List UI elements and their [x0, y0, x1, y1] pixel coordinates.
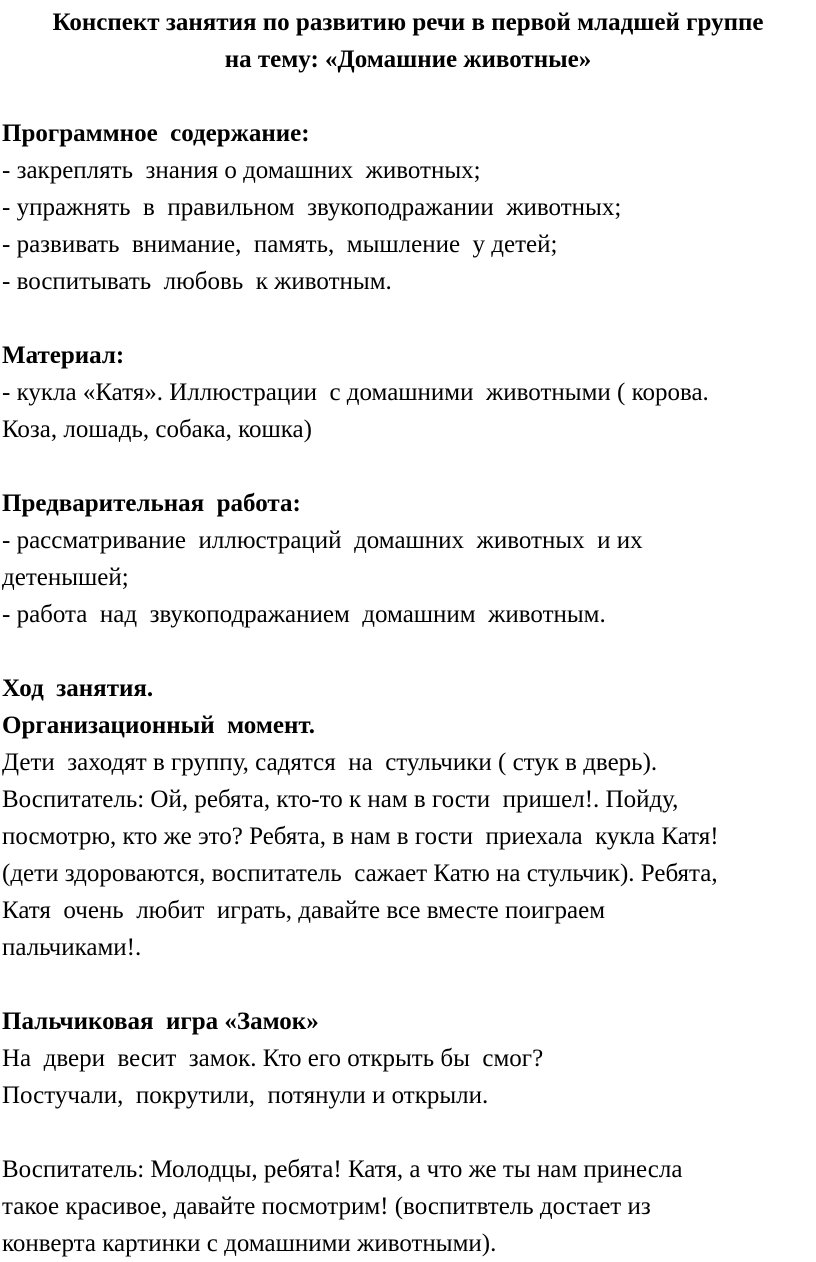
closing-line: конверта картинки с домашними животными).	[2, 1230, 497, 1257]
closing-line: Воспитатель: Молодцы, ребята! Катя, а что же ты нам принесла	[2, 1156, 683, 1183]
material-line: Коза, лошадь, собака, кошка)	[2, 416, 312, 443]
finger-game-line: На двери весит замок. Кто его открыть бы смог?	[2, 1045, 544, 1072]
course-line: Воспитатель: Ой, ребята, кто-то к нам в гости пришел!. Пойду,	[2, 786, 679, 813]
course-line: (дети здороваются, воспитатель сажает Катю на стульчик). Ребята,	[2, 860, 718, 887]
preliminary-heading: Предварительная работа:	[2, 490, 301, 517]
material-line: - кукла «Катя». Иллюстрации с домашними животными ( корова.	[2, 379, 709, 406]
program-heading: Программное содержание:	[2, 120, 310, 147]
course-line: Дети заходят в группу, садятся на стульчики ( стук в дверь).	[2, 749, 658, 776]
material-heading: Материал:	[2, 342, 125, 369]
program-item: - закреплять знания о домашних животных;	[2, 157, 481, 184]
title-line-2: на тему: «Домашние животные»	[224, 46, 592, 73]
title-line-1: Конспект занятия по развитию речи в первой младшей группе	[52, 9, 764, 36]
program-item: - упражнять в правильном звукоподражании животных;	[2, 194, 622, 221]
course-subheading: Организационный момент.	[2, 712, 316, 739]
course-line: пальчиками!.	[2, 934, 142, 961]
closing-line: такое красивое, давайте посмотрим! (воспитвтель достает из	[2, 1193, 651, 1220]
program-item: - развивать внимание, память, мышление у детей;	[2, 231, 558, 258]
course-heading: Ход занятия.	[2, 675, 154, 702]
preliminary-line: - рассматривание иллюстраций домашних животных и их	[2, 527, 643, 554]
finger-game-heading: Пальчиковая игра «Замок»	[2, 1008, 319, 1035]
course-line: посмотрю, кто же это? Ребята, в нам в гости приехала кукла Катя!	[2, 823, 719, 850]
program-item: - воспитывать любовь к животным.	[2, 268, 392, 295]
preliminary-line: - работа над звукоподражанием домашним животным.	[2, 601, 606, 628]
preliminary-line: детенышей;	[2, 564, 129, 591]
course-line: Катя очень любит играть, давайте все вместе поиграем	[2, 897, 606, 924]
finger-game-line: Постучали, покрутили, потянули и открыли.	[2, 1082, 489, 1109]
